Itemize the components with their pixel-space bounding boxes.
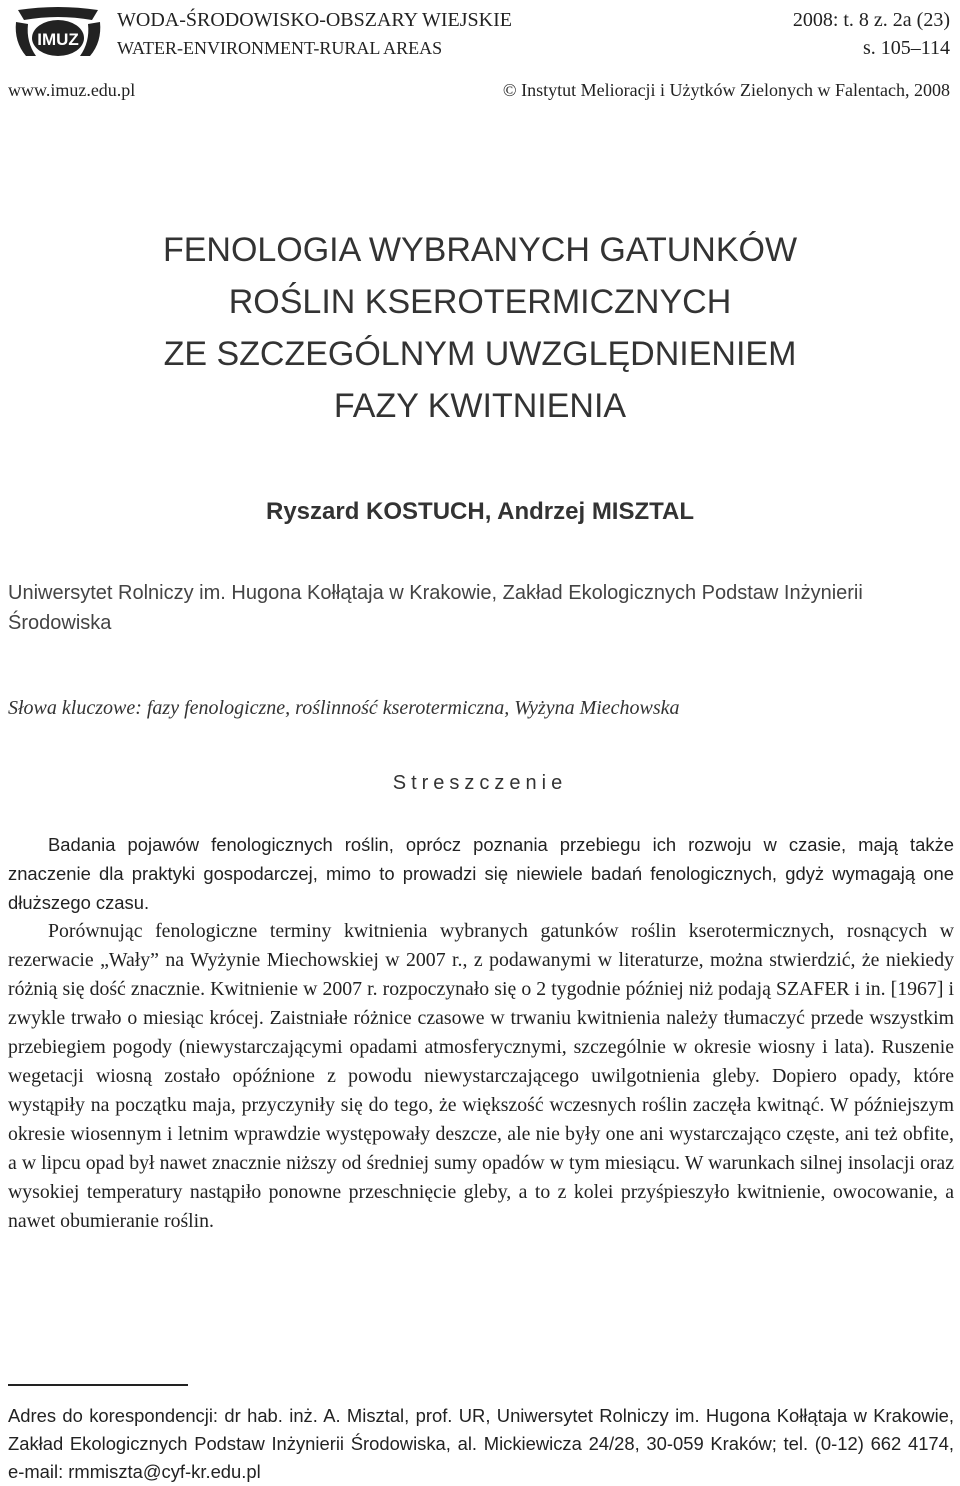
abstract-paragraph: Porównując fenologiczne terminy kwitnienia wybranych gatunków roślin kserotermicznych, rosnących w rezerwacie „Wały” na Wyżynie Miechowskiej w 2007 r., z podawanymi w literaturze, można stwierdzić, że niekiedy różnią się dość znacznie. Kwitnienie w 2007 r. rozpoczynało się o 2 tygodnie później niż podają SZAFER i in. [1967] i zwykle trwało o miesiąc krócej. Zaistniałe różnice czasowe w trwaniu kwitnienia należy tłumaczyć przede wszystkim przebiegiem pogody (niewystarczającymi opadami atmosferycznymi, szczególnie w okresie wiosny i lata). Ruszenie wegetacji wiosną zostało opóźnione z powodu niewystarczającego uwilgotnienia gleby. Dopiero opady, które wystąpiły na początku maja, przyczyniły się do tego, że większość wczesnych roślin zaczęła kwitnąć. W późniejszym okresie wiosennym i letnim wprawdzie występowały deszcze, ale nie były one ani wystarczająco częste, ani też obfite, a w lipcu opad był nawet znacznie niższy od średniej sumy opadów w tym miesiącu. W warunkach silnej insolacji oraz wysokiej temperatury nastąpiło ponowne przeschnięcie gleby, a to z kolei przyśpieszyło kwitnienie, owocowanie, a nawet obumieranie roślin. xyxy=(8,920,954,1232)
title-line: ZE SZCZEGÓLNYM UWZGLĘDNIENIEM xyxy=(163,335,797,373)
journal-issue xyxy=(793,6,950,62)
correspondence-footnote: Adres do korespondencji: dr hab. inż. A. Misztal, prof. UR, Uniwersytet Rolniczy im. Hugona Kołłątaja w Krakowie, Zakład Ekologicznych Podstaw Inżynierii Środowiska, al. Mickiewicza 24/28, 30-059 Kraków; tel. (0-12) 662 4174, e-mail: rmmiszta@cyf-kr.edu.pl xyxy=(8,1405,954,1482)
abstract-heading: Streszczenie xyxy=(392,772,568,794)
imuz-logo xyxy=(12,6,104,60)
journal-names xyxy=(117,6,512,62)
article-title xyxy=(0,224,960,432)
journal-title-en: WATER-ENVIRONMENT-RURAL AREAS xyxy=(117,38,443,58)
keywords: Słowa kluczowe: fazy fenologiczne, roślinność kserotermiczna, Wyżyna Miechowska xyxy=(8,697,680,719)
article-authors: Ryszard KOSTUCH, Andrzej MISZTAL xyxy=(265,498,695,525)
abstract-body xyxy=(8,830,954,1236)
page-range: s. 105–114 xyxy=(862,37,950,59)
volume-info: 2008: t. 8 z. 2a (23) xyxy=(792,9,950,31)
svg-text:IMUZ: IMUZ xyxy=(37,30,79,49)
journal-url-link[interactable]: www.imuz.edu.pl xyxy=(8,80,136,100)
title-line: FENOLOGIA WYBRANYCH GATUNKÓW xyxy=(162,231,798,269)
title-line: FAZY KWITNIENIA xyxy=(333,387,627,425)
footnote-divider xyxy=(8,1384,188,1386)
abstract-paragraph: Badania pojawów fenologicznych roślin, oprócz poznania przebiegu ich rozwoju w czasie, mają także znaczenie dla praktyki gospodarczej, mimo to prowadzi się niewiele badań fenologicznych, gdyż wymagają one dłuższego czasu. xyxy=(8,834,954,913)
copyright-notice: © Instytut Melioracji i Użytków Zielonych w Falentach, 2008 xyxy=(502,80,950,100)
title-line: ROŚLIN KSEROTERMICZNYCH xyxy=(228,283,732,321)
author-affiliation: Uniwersytet Rolniczy im. Hugona Kołłątaja w Krakowie, Zakład Ekologicznych Podstaw Inżynierii Środowiska xyxy=(8,582,863,634)
journal-title-pl: WODA-ŚRODOWISKO-OBSZARY WIEJSKIE xyxy=(117,9,512,31)
